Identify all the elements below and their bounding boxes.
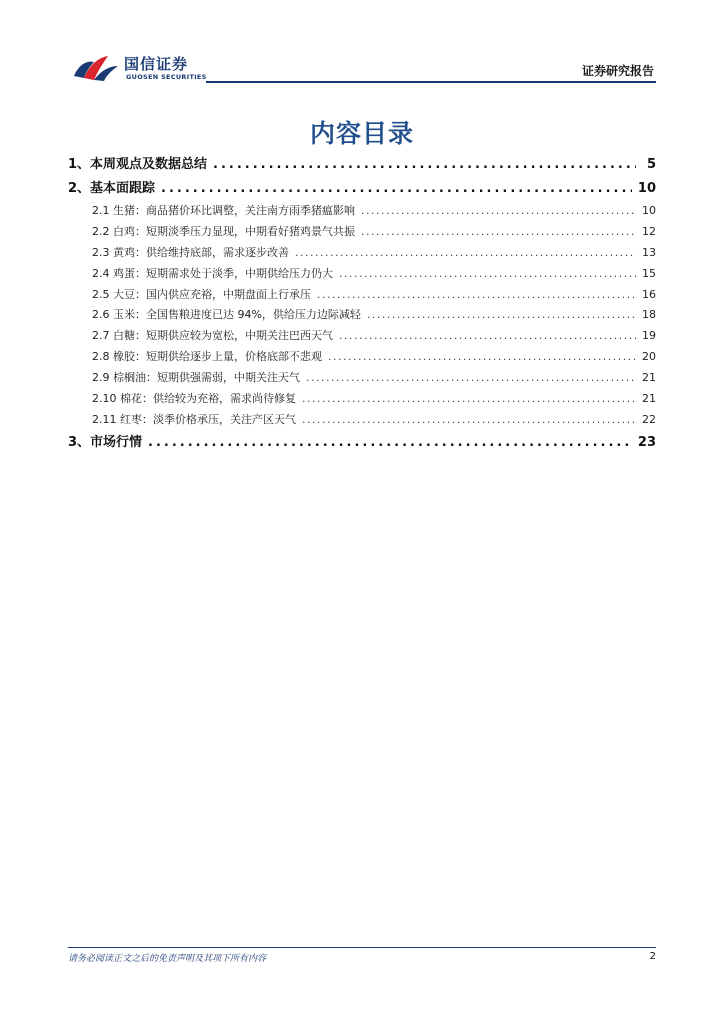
toc-entry-2-11[interactable] [68,410,656,431]
toc-leader-dots [148,431,632,455]
toc-entry-label: 2.9 棕榈油：短期供强需弱，中期关注天气 [92,371,300,385]
toc-leader-dots [328,347,636,368]
toc-entry-page: 20 [642,350,656,364]
toc-entry-label: 2.4 鸡蛋：短期需求处于淡季，中期供给压力仍大 [92,266,333,280]
toc-leader-dots [161,177,632,201]
toc-entry-label: 1、本周观点及数据总结 [68,157,208,172]
toc-entry-label: 3、市场行情 [68,434,143,450]
table-of-contents [68,153,656,455]
toc-entry-page: 5 [646,157,656,172]
toc-entry-page: 15 [642,266,656,280]
toc-entry-2-9[interactable] [68,368,656,389]
guosen-logo [70,50,210,86]
report-type-label: 证券研究报告 [581,64,654,78]
toc-leader-dots [361,201,636,222]
toc-entry-3[interactable] [68,431,656,455]
toc-entry-label: 2.10 棉花：供给较为充裕，需求尚待修复 [92,392,296,406]
toc-entry-label: 2.6 玉米：全国售粮进度已达 94%，供给压力边际减轻 [92,308,361,322]
toc-entry-label: 2.1 生猪：商品猪价环比调整，关注南方雨季猪瘟影响 [92,204,355,217]
toc-entry-label: 2、基本面跟踪 [68,181,156,196]
toc-entry-label: 2.2 白鸡：短期淡季压力显现，中期看好猪鸡景气共振 [92,224,355,238]
toc-entry-2-7[interactable] [68,326,656,347]
guosen-logo-icon [70,50,122,84]
logo-english-name: GUOSEN SECURITIES [126,73,207,81]
toc-entry-2-2[interactable] [68,222,656,243]
toc-entry-page: 12 [642,224,656,238]
toc-entry-2-8[interactable] [68,347,656,368]
toc-entry-2-4[interactable] [68,264,656,285]
toc-entry-page: 21 [642,392,656,406]
toc-leader-dots [213,153,636,177]
toc-entry-label: 2.11 红枣：淡季价格承压，关注产区天气 [92,412,296,426]
toc-entry-label: 2.7 白糖：短期供应较为宽松，中期关注巴西天气 [92,329,333,343]
toc-entry-label: 2.5 大豆：国内供应充裕，中期盘面上行承压 [92,287,311,301]
toc-entry-page: 10 [642,204,656,217]
toc-leader-dots [361,222,636,243]
toc-leader-dots [339,326,636,347]
toc-leader-dots [339,264,636,285]
header-divider [206,81,656,83]
toc-entry-page: 19 [642,329,656,343]
toc-entry-2-10[interactable] [68,389,656,410]
toc-leader-dots [302,410,636,431]
toc-entry-label: 2.8 橡胶：短期供给逐步上量，价格底部不悲观 [92,350,322,364]
toc-leader-dots [317,285,636,306]
toc-leader-dots [295,243,636,264]
toc-leader-dots [367,305,636,326]
toc-entry-page: 10 [637,181,656,196]
toc-entry-page: 22 [642,412,656,426]
toc-entry-2-6[interactable] [68,305,656,326]
toc-entry-2-5[interactable] [68,285,656,306]
toc-entry-1[interactable] [68,153,656,177]
page-header [70,50,656,86]
toc-entry-2[interactable] [68,177,656,201]
toc-leader-dots [306,368,636,389]
toc-entry-page: 21 [642,371,656,385]
footer-disclaimer: 请务必阅读正文之后的免责声明及其项下所有内容 [68,954,267,964]
footer-divider [68,947,656,948]
toc-title: 内容目录 [309,119,414,148]
logo-chinese-name: 国信证券 [124,55,189,73]
toc-entry-page: 23 [637,434,656,450]
toc-entry-page: 18 [642,308,656,322]
toc-entry-2-1[interactable] [68,201,656,222]
page-number: 2 [649,951,656,962]
toc-entry-page: 13 [642,245,656,259]
toc-entry-page: 16 [642,287,656,301]
toc-leader-dots [302,389,636,410]
toc-entry-2-3[interactable] [68,243,656,264]
toc-entry-label: 2.3 黄鸡：供给维持底部，需求逐步改善 [92,245,289,259]
